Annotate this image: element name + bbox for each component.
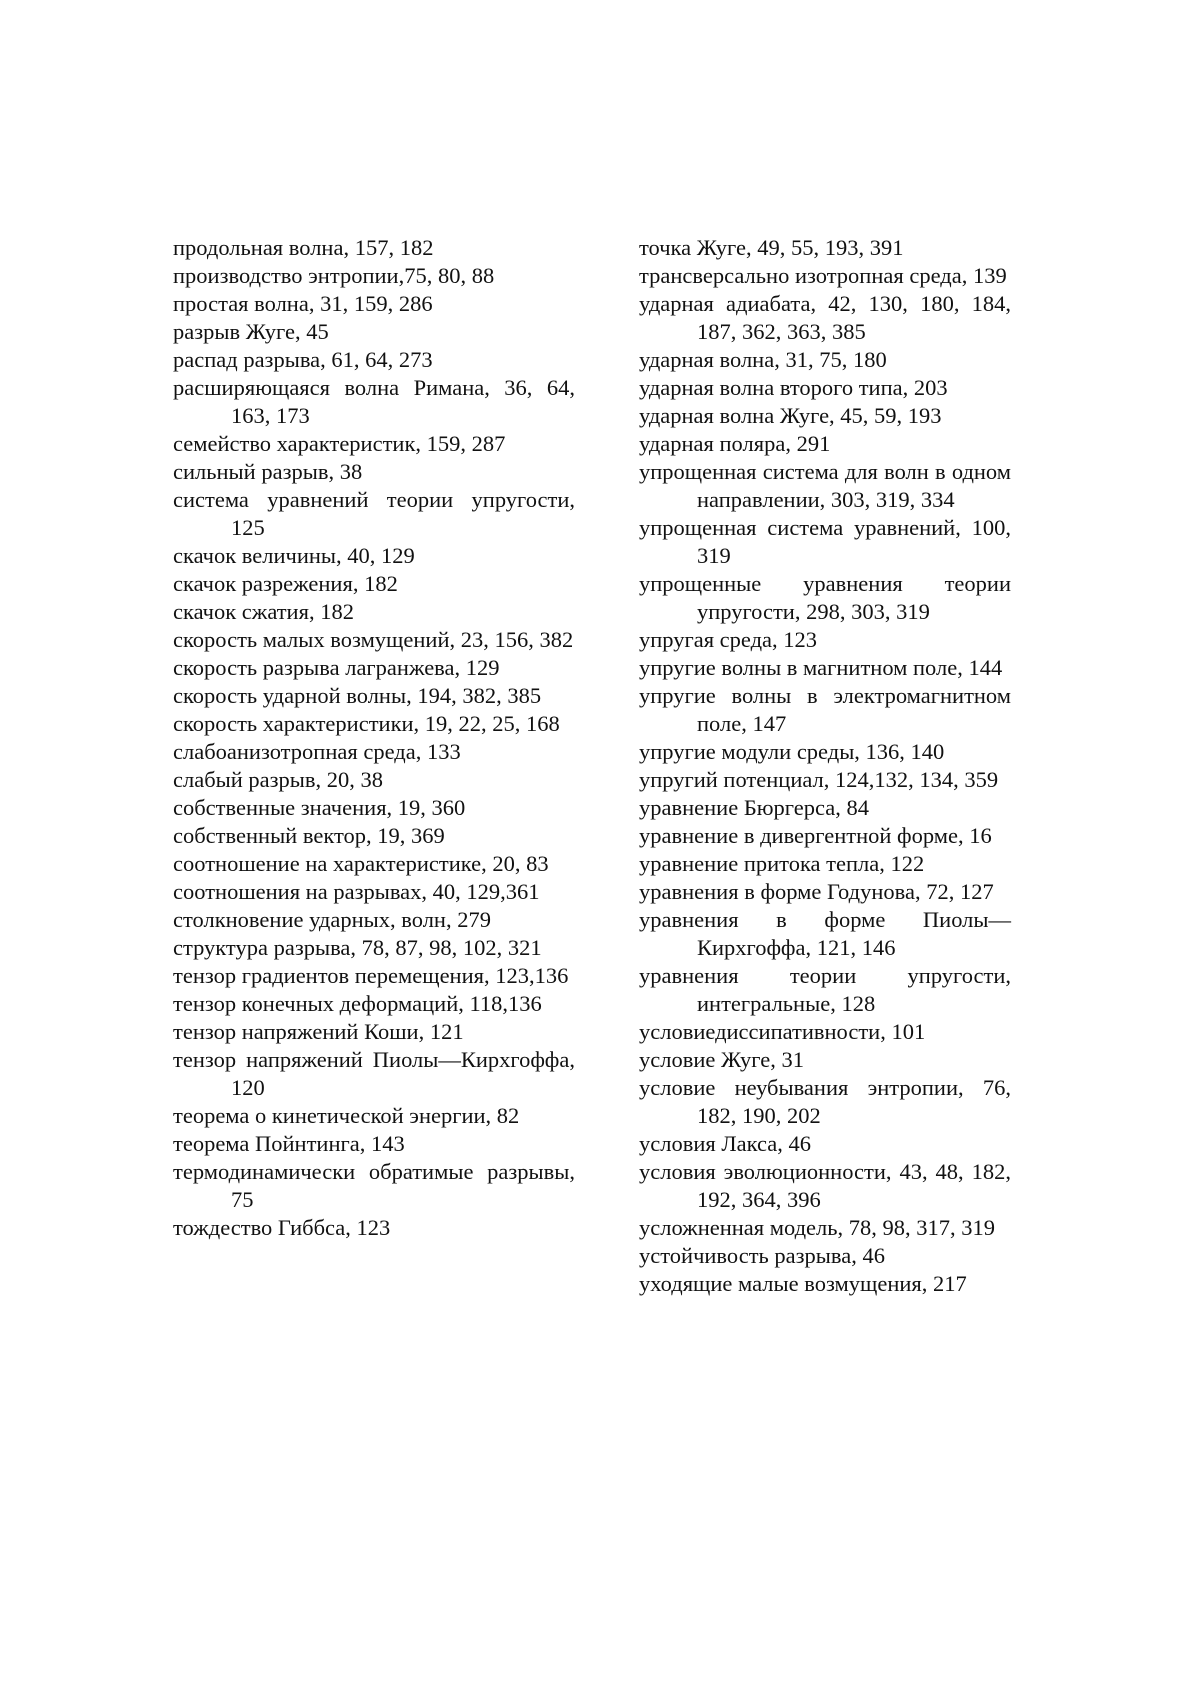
index-entry: простая волна, 31, 159, 286 [173, 291, 433, 316]
index-entry: скорость малых возмущений, 23, 156, 382 [173, 627, 574, 652]
index-entry: собственные значения, 19, 360 [173, 795, 466, 820]
index-entry: упругие модули среды, 136, 140 [639, 739, 945, 764]
index-entry: точка Жуге, 49, 55, 193, 391 [639, 235, 904, 260]
index-entry: тензор градиентов перемещения, 123,136 [173, 963, 569, 988]
index-entry: упругий потенциал, 124,132, 134, 359 [639, 767, 999, 792]
index-entry: уравнение Бюргерса, 84 [639, 795, 869, 820]
index-entry: ударная поляра, 291 [639, 431, 831, 456]
index-entry: ударная адиабата, 42, 130, 180, 184, 187, 362, 363, 385 [639, 291, 1011, 344]
index-entry: ударная волна, 31, 75, 180 [639, 347, 887, 372]
index-entry: слабый разрыв, 20, 38 [173, 767, 384, 792]
index-entry: уходящие малые возмущения, 217 [639, 1271, 967, 1296]
index-entry: уравнение в дивергентной форме, 16 [639, 823, 992, 848]
index-entry: условия Лакса, 46 [639, 1131, 811, 1156]
index-entry: термодинамически обратимые разрывы, 75 [173, 1159, 575, 1212]
index-entry: трансверсально изотропная среда, 139 [639, 263, 1007, 288]
index-entry: тождество Гиббса, 123 [173, 1215, 391, 1240]
index-entry: тензор напряжений Коши, 121 [173, 1019, 464, 1044]
index-entry: производство энтропии,75, 80, 88 [173, 263, 495, 288]
index-entry: условия эволюционности, 43, 48, 182, 192, 364, 396 [639, 1159, 1011, 1212]
index-entry: столкновение ударных, волн, 279 [173, 907, 491, 932]
index-column-right [639, 234, 1011, 1298]
index-entry: сильный разрыв, 38 [173, 459, 363, 484]
index-entry: уравнения теории упругости, интегральные, 128 [639, 963, 1011, 1016]
index-entry: тензор напряжений Пиолы—Кирхгоффа, 120 [173, 1047, 575, 1100]
index-entry: условиедиссипативности, 101 [639, 1019, 926, 1044]
index-entry: упрощенная система для волн в одном направлении, 303, 319, 334 [639, 459, 1011, 512]
index-entry: упругая среда, 123 [639, 627, 818, 652]
index-entry: система уравнений теории упругости, 125 [173, 487, 575, 540]
index-entry: структура разрыва, 78, 87, 98, 102, 321 [173, 935, 542, 960]
index-entry: уравнения в форме Годунова, 72, 127 [639, 879, 994, 904]
index-entry: условие Жуге, 31 [639, 1047, 804, 1072]
index-entry: условие неубывания энтропии, 76, 182, 190, 202 [639, 1075, 1011, 1128]
index-entry: скорость разрыва лагранжева, 129 [173, 655, 500, 680]
index-entry: устойчивость разрыва, 46 [639, 1243, 885, 1268]
index-entry: теорема Пойнтинга, 143 [173, 1131, 405, 1156]
index-entry: семейство характеристик, 159, 287 [173, 431, 506, 456]
index-entry: скорость характеристики, 19, 22, 25, 168 [173, 711, 560, 736]
index-entry: ударная волна второго типа, 203 [639, 375, 948, 400]
index-column-left [173, 234, 575, 1242]
index-entry: скорость ударной волны, 194, 382, 385 [173, 683, 542, 708]
index-entry: продольная волна, 157, 182 [173, 235, 434, 260]
index-entry: скачок разрежения, 182 [173, 571, 398, 596]
index-entry: уравнения в форме Пиолы—Кирхгоффа, 121, 146 [639, 907, 1011, 960]
index-entry: расширяющаяся волна Римана, 36, 64, 163, 173 [173, 375, 575, 428]
index-entry: ударная волна Жуге, 45, 59, 193 [639, 403, 942, 428]
index-entry: скачок величины, 40, 129 [173, 543, 415, 568]
index-entry: разрыв Жуге, 45 [173, 319, 329, 344]
index-entry: соотношения на разрывах, 40, 129,361 [173, 879, 540, 904]
index-entry: упругие волны в электромагнитном поле, 147 [639, 683, 1011, 736]
index-entry: тензор конечных деформаций, 118,136 [173, 991, 542, 1016]
index-entry: собственный вектор, 19, 369 [173, 823, 445, 848]
index-entry: распад разрыва, 61, 64, 273 [173, 347, 433, 372]
index-entry: упругие волны в магнитном поле, 144 [639, 655, 1003, 680]
index-entry: упрощенные уравнения теории упругости, 298, 303, 319 [639, 571, 1011, 624]
index-entry: скачок сжатия, 182 [173, 599, 354, 624]
index-entry: упрощенная система уравнений, 100, 319 [639, 515, 1011, 568]
index-entry: теорема о кинетической энергии, 82 [173, 1103, 520, 1128]
index-entry: уравнение притока тепла, 122 [639, 851, 925, 876]
index-entry: усложненная модель, 78, 98, 317, 319 [639, 1215, 996, 1240]
index-entry: слабоанизотропная среда, 133 [173, 739, 461, 764]
index-entry: соотношение на характеристике, 20, 83 [173, 851, 549, 876]
